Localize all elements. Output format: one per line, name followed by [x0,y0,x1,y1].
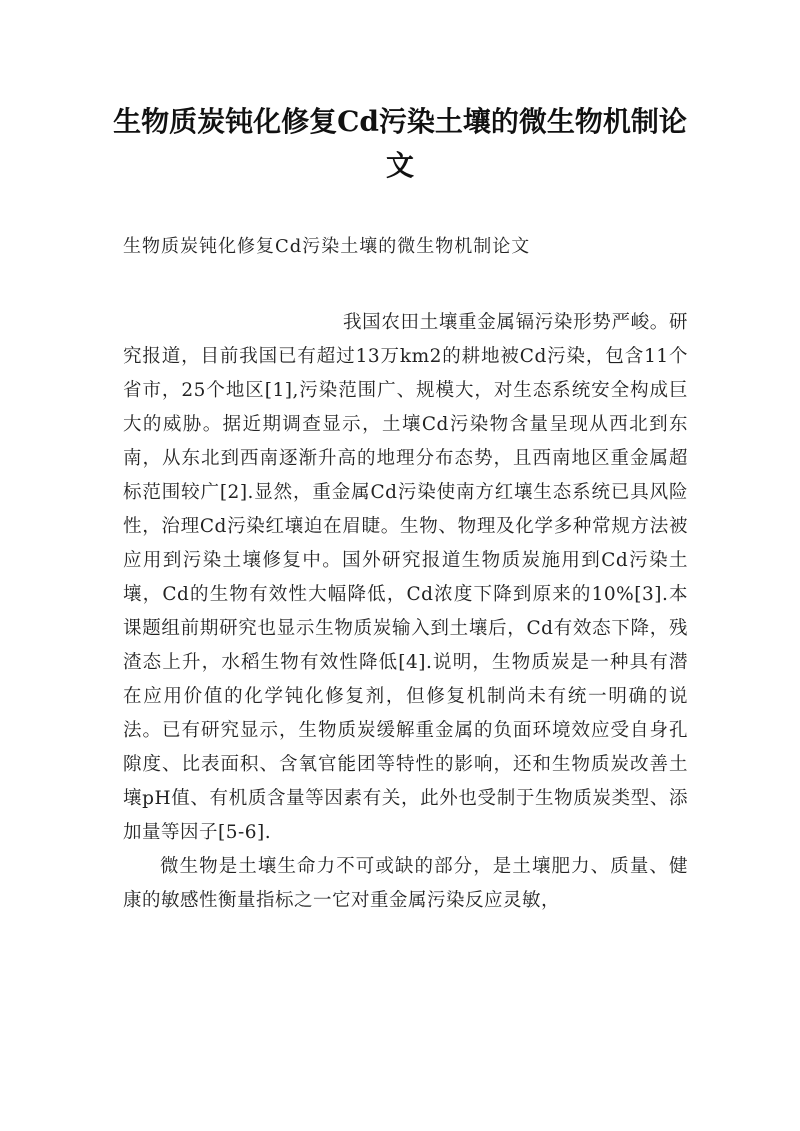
document-body [123,306,688,918]
body-paragraph-2: 微生物是土壤生命力不可或缺的部分，是土壤肥力、质量、健康的敏感性衡量指标之一它对重金属污染反应灵敏， [123,856,688,911]
body-paragraph-1: 我国农田土壤重金属镉污染形势严峻。研究报道，目前我国已有超过13万km2的耕地被Cd污染，包含11个省市，25个地区[1],污染范围广、规模大，对生态系统安全构成巨大的威胁。据近期调查显示，土壤Cd污染物含量呈现从西北到东南，从东北到西南逐渐升高的地理分布态势，且西南地区重金属超标范围较广[2].显然，重金属Cd污染使南方红壤生态系统已具风险性，治理Cd污染红壤迫在眉睫。生物、物理及化学多种常规方法被应用到污染土壤修复中。国外研究报道生物质炭施用到Cd污染土壤，Cd的生物有效性大幅降低，Cd浓度下降到原来的10%[3].本课题组前期研究也显示生物质炭输入到土壤后，Cd有效态下降，残渣态上升，水稻生物有效性降低[4].说明，生物质炭是一种具有潜在应用价值的化学钝化修复剂，但修复机制尚未有统一明确的说法。已有研究显示，生物质炭缓解重金属的负面环境效应受自身孔隙度、比表面积、含氧官能团等特性的影响，还和生物质炭改善土壤pH值、有机质含量等因素有关，此外也受制于生物质炭类型、添加量等因子[5-6]. [123,312,688,843]
document-title: 生物质炭钝化修复Cd污染土壤的微生物机制论文 [113,105,687,182]
document-subtitle: 生物质炭钝化修复Cd污染土壤的微生物机制论文 [123,236,531,257]
